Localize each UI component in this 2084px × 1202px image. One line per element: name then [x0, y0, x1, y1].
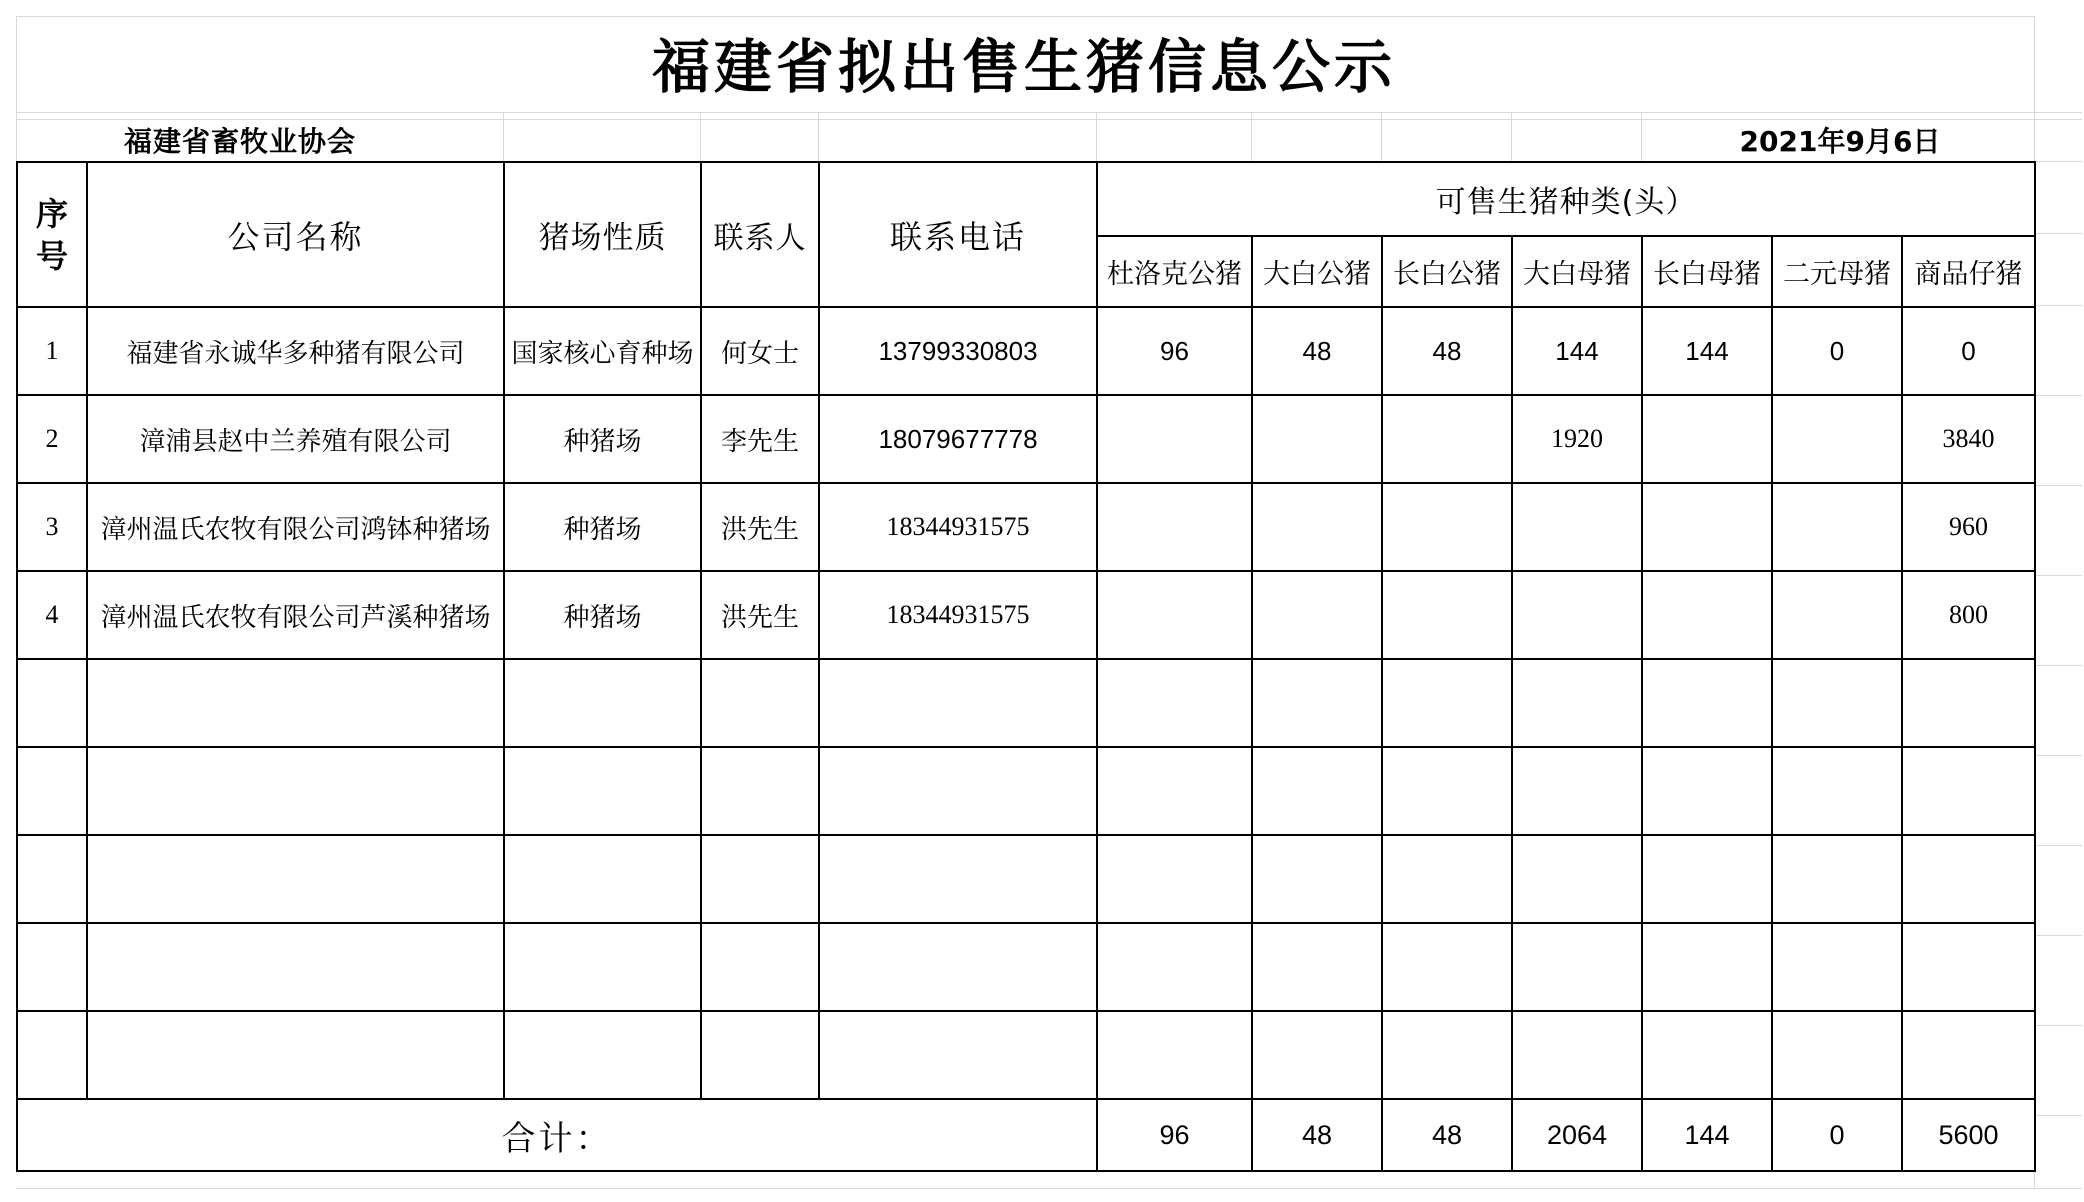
empty-cell — [1252, 923, 1382, 1011]
total-large-white-boar: 48 — [1252, 1099, 1382, 1171]
empty-cell — [1382, 747, 1512, 835]
empty-cell — [1772, 747, 1902, 835]
total-large-white-sow: 2064 — [1512, 1099, 1642, 1171]
empty-cell — [701, 1011, 819, 1099]
row-seq: 3 — [17, 483, 87, 571]
total-crossbred-sow: 0 — [1772, 1099, 1902, 1171]
empty-cell — [1097, 923, 1252, 1011]
row-count-large-white-sow — [1512, 483, 1642, 571]
table-row — [17, 307, 2035, 395]
empty-cell — [504, 835, 701, 923]
empty-cell — [1252, 747, 1382, 835]
row-count-large-white-boar — [1252, 395, 1382, 483]
header-row-1 — [17, 162, 2035, 236]
row-count-large-white-sow: 144 — [1512, 307, 1642, 395]
empty-cell — [1252, 659, 1382, 747]
total-label: 合计： — [17, 1099, 1097, 1171]
header-type-crossbred-sow: 二元母猪 — [1772, 236, 1902, 307]
empty-cell — [1512, 1011, 1642, 1099]
empty-cell — [1902, 923, 2035, 1011]
empty-cell — [1772, 659, 1902, 747]
empty-cell — [87, 835, 504, 923]
empty-cell — [1642, 747, 1772, 835]
empty-cell — [17, 923, 87, 1011]
empty-cell — [1902, 747, 2035, 835]
empty-cell — [17, 659, 87, 747]
empty-cell — [1097, 747, 1252, 835]
organization-name: 福建省畜牧业协会 — [124, 125, 357, 158]
row-company: 福建省永诚华多种猪有限公司 — [87, 307, 504, 395]
row-count-landrace-boar: 48 — [1382, 307, 1512, 395]
empty-cell — [1512, 747, 1642, 835]
header-type-landrace-sow: 长白母猪 — [1642, 236, 1772, 307]
page-title: 福建省拟出售生猪信息公示 — [651, 33, 1396, 101]
table-row — [17, 395, 2035, 483]
empty-cell — [1642, 1011, 1772, 1099]
header-farm-type: 猪场性质 — [504, 162, 701, 307]
row-count-landrace-boar — [1382, 483, 1512, 571]
row-count-landrace-sow — [1642, 395, 1772, 483]
empty-cell — [87, 747, 504, 835]
row-contact: 李先生 — [701, 395, 819, 483]
header-type-large-white-boar: 大白公猪 — [1252, 236, 1382, 307]
empty-cell — [1252, 835, 1382, 923]
empty-cell — [1512, 659, 1642, 747]
total-row — [17, 1099, 2035, 1171]
empty-cell — [819, 659, 1097, 747]
empty-cell — [819, 747, 1097, 835]
empty-cell — [1772, 923, 1902, 1011]
row-contact: 洪先生 — [701, 571, 819, 659]
table-row — [17, 571, 2035, 659]
row-phone: 13799330803 — [819, 307, 1097, 395]
header-seq — [17, 162, 87, 307]
row-farm-type: 种猪场 — [504, 395, 701, 483]
empty-cell — [1097, 835, 1252, 923]
row-count-piglets: 3840 — [1902, 395, 2035, 483]
row-farm-type: 国家核心育种场 — [504, 307, 701, 395]
empty-cell — [1902, 659, 2035, 747]
row-count-duroc-boar: 96 — [1097, 307, 1252, 395]
row-count-piglets: 0 — [1902, 307, 2035, 395]
row-phone: 18079677778 — [819, 395, 1097, 483]
empty-cell — [1382, 659, 1512, 747]
empty-cell — [504, 1011, 701, 1099]
empty-cell — [1097, 659, 1252, 747]
row-seq: 2 — [17, 395, 87, 483]
row-count-large-white-sow — [1512, 571, 1642, 659]
empty-cell — [1252, 1011, 1382, 1099]
empty-cell — [819, 835, 1097, 923]
empty-cell — [17, 835, 87, 923]
empty-cell — [1642, 835, 1772, 923]
empty-cell — [1512, 835, 1642, 923]
empty-cell — [1772, 835, 1902, 923]
row-count-landrace-sow: 144 — [1642, 307, 1772, 395]
row-farm-type: 种猪场 — [504, 483, 701, 571]
empty-cell — [701, 835, 819, 923]
empty-cell — [1772, 1011, 1902, 1099]
empty-cell — [1382, 835, 1512, 923]
header-seq-label: 序号 — [35, 194, 68, 275]
empty-cell — [819, 1011, 1097, 1099]
empty-row — [17, 923, 2035, 1011]
row-count-large-white-boar — [1252, 571, 1382, 659]
header-phone: 联系电话 — [819, 162, 1097, 307]
empty-row — [17, 835, 2035, 923]
empty-cell — [87, 923, 504, 1011]
empty-cell — [1902, 1011, 2035, 1099]
empty-cell — [504, 747, 701, 835]
row-count-landrace-boar — [1382, 571, 1512, 659]
row-count-landrace-sow — [1642, 571, 1772, 659]
empty-cell — [1382, 1011, 1512, 1099]
empty-row — [17, 659, 2035, 747]
total-duroc-boar: 96 — [1097, 1099, 1252, 1171]
row-contact: 何女士 — [701, 307, 819, 395]
row-seq: 1 — [17, 307, 87, 395]
row-count-crossbred-sow — [1772, 571, 1902, 659]
header-type-large-white-sow: 大白母猪 — [1512, 236, 1642, 307]
empty-cell — [87, 1011, 504, 1099]
row-count-large-white-sow: 1920 — [1512, 395, 1642, 483]
empty-cell — [87, 659, 504, 747]
empty-cell — [1382, 923, 1512, 1011]
empty-cell — [819, 923, 1097, 1011]
empty-cell — [701, 923, 819, 1011]
empty-cell — [701, 659, 819, 747]
empty-cell — [17, 747, 87, 835]
row-count-piglets: 960 — [1902, 483, 2035, 571]
row-phone: 18344931575 — [819, 571, 1097, 659]
total-piglets: 5600 — [1902, 1099, 2035, 1171]
header-pig-types-group: 可售生猪种类(头） — [1097, 162, 2035, 236]
total-landrace-boar: 48 — [1382, 1099, 1512, 1171]
empty-row — [17, 1011, 2035, 1099]
empty-cell — [1642, 659, 1772, 747]
empty-cell — [1642, 923, 1772, 1011]
report-date: 2021年9月6日 — [1739, 125, 1941, 158]
empty-cell — [1097, 1011, 1252, 1099]
total-landrace-sow: 144 — [1642, 1099, 1772, 1171]
header-company: 公司名称 — [87, 162, 504, 307]
row-count-large-white-boar — [1252, 483, 1382, 571]
empty-cell — [504, 923, 701, 1011]
row-count-crossbred-sow — [1772, 483, 1902, 571]
table-row — [17, 483, 2035, 571]
row-company: 漳州温氏农牧有限公司芦溪种猪场 — [87, 571, 504, 659]
row-count-duroc-boar — [1097, 571, 1252, 659]
row-count-duroc-boar — [1097, 395, 1252, 483]
row-seq: 4 — [17, 571, 87, 659]
row-contact: 洪先生 — [701, 483, 819, 571]
header-contact: 联系人 — [701, 162, 819, 307]
empty-row — [17, 747, 2035, 835]
row-farm-type: 种猪场 — [504, 571, 701, 659]
row-company: 漳浦县赵中兰养殖有限公司 — [87, 395, 504, 483]
row-count-duroc-boar — [1097, 483, 1252, 571]
row-count-landrace-boar — [1382, 395, 1512, 483]
row-phone: 18344931575 — [819, 483, 1097, 571]
row-count-crossbred-sow — [1772, 395, 1902, 483]
sale-table — [16, 161, 2036, 1172]
empty-cell — [701, 747, 819, 835]
row-count-landrace-sow — [1642, 483, 1772, 571]
row-count-piglets: 800 — [1902, 571, 2035, 659]
row-company: 漳州温氏农牧有限公司鸿钵种猪场 — [87, 483, 504, 571]
empty-cell — [17, 1011, 87, 1099]
empty-cell — [1902, 835, 2035, 923]
header-type-duroc-boar: 杜洛克公猪 — [1097, 236, 1252, 307]
header-type-piglets: 商品仔猪 — [1902, 236, 2035, 307]
header-type-landrace-boar: 长白公猪 — [1382, 236, 1512, 307]
row-count-large-white-boar: 48 — [1252, 307, 1382, 395]
row-count-crossbred-sow: 0 — [1772, 307, 1902, 395]
empty-cell — [504, 659, 701, 747]
empty-cell — [1512, 923, 1642, 1011]
